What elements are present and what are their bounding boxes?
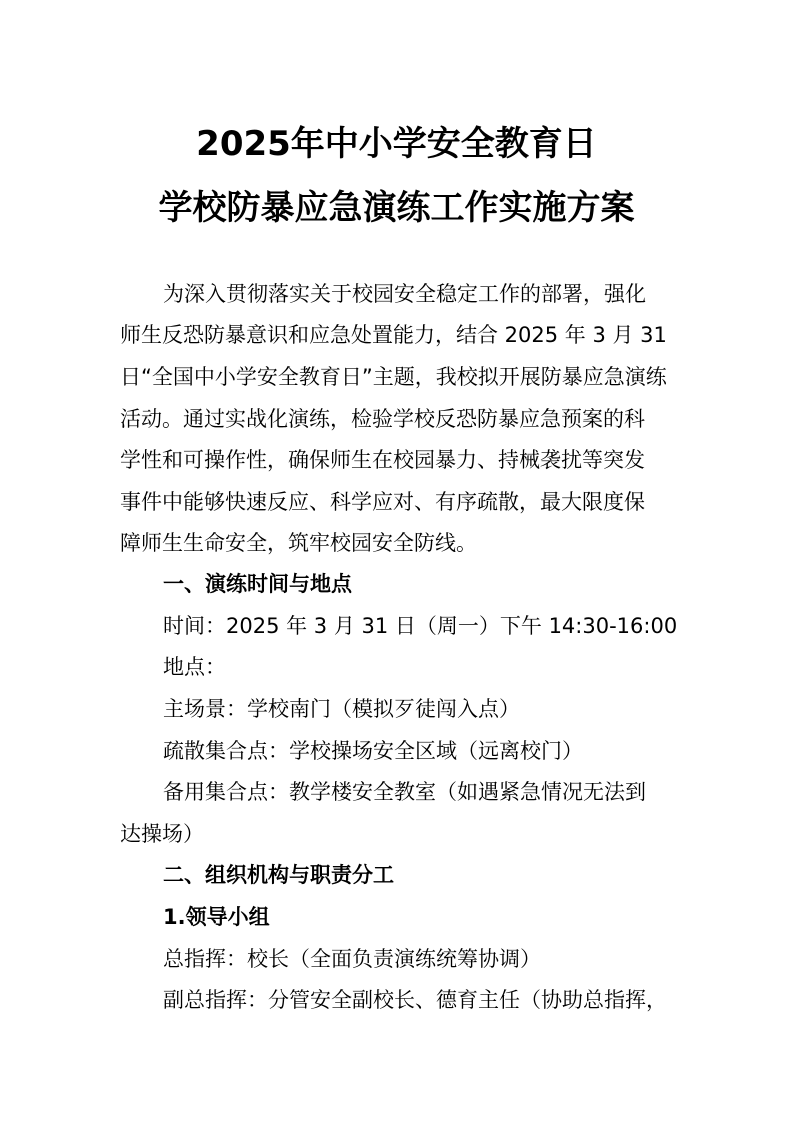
section-1-heading: 一、演练时间与地点 [163, 572, 352, 596]
backup-point-cont: 达操场） [120, 822, 204, 846]
intro-paragraph-line: 日“全国中小学安全教育日”主题，我校拟开展防暴应急演练 [120, 365, 667, 389]
section-2-heading: 二、组织机构与职责分工 [163, 863, 394, 887]
main-scene: 主场景：学校南门（模拟歹徒闯入点） [163, 697, 520, 721]
title-line-2: 学校防暴应急演练工作实施方案 [158, 188, 635, 228]
intro-paragraph-line: 学性和可操作性，确保师生在校园暴力、持械袭扰等突发 [120, 448, 645, 472]
intro-paragraph-line: 为深入贯彻落实关于校园安全稳定工作的部署，强化 [163, 282, 646, 306]
backup-point: 备用集合点：教学楼安全教室（如遇紧急情况无法到 [163, 780, 646, 804]
evacuation-point: 疏散集合点：学校操场安全区域（远离校门） [163, 739, 583, 763]
intro-paragraph-line: 事件中能够快速反应、科学应对、有序疏散，最大限度保 [120, 490, 645, 514]
subsection-1-heading: 1.领导小组 [163, 905, 270, 929]
deputy-commander: 副总指挥：分管安全副校长、德育主任（协助总指挥， [163, 988, 667, 1012]
intro-paragraph-line: 障师生生命安全，筑牢校园安全防线。 [120, 531, 477, 555]
drill-time: 时间：2025 年 3 月 31 日（周一）下午 14:30-16:00 [163, 614, 678, 638]
intro-paragraph-line: 师生反恐防暴意识和应急处置能力，结合 2025 年 3 月 31 [120, 323, 667, 347]
commander: 总指挥：校长（全面负责演练统筹协调） [163, 947, 541, 971]
title-line-1: 2025年中小学安全教育日 [196, 124, 597, 164]
location-label: 地点： [163, 655, 226, 679]
intro-paragraph-line: 活动。通过实战化演练，检验学校反恐防暴应急预案的科 [120, 407, 645, 431]
